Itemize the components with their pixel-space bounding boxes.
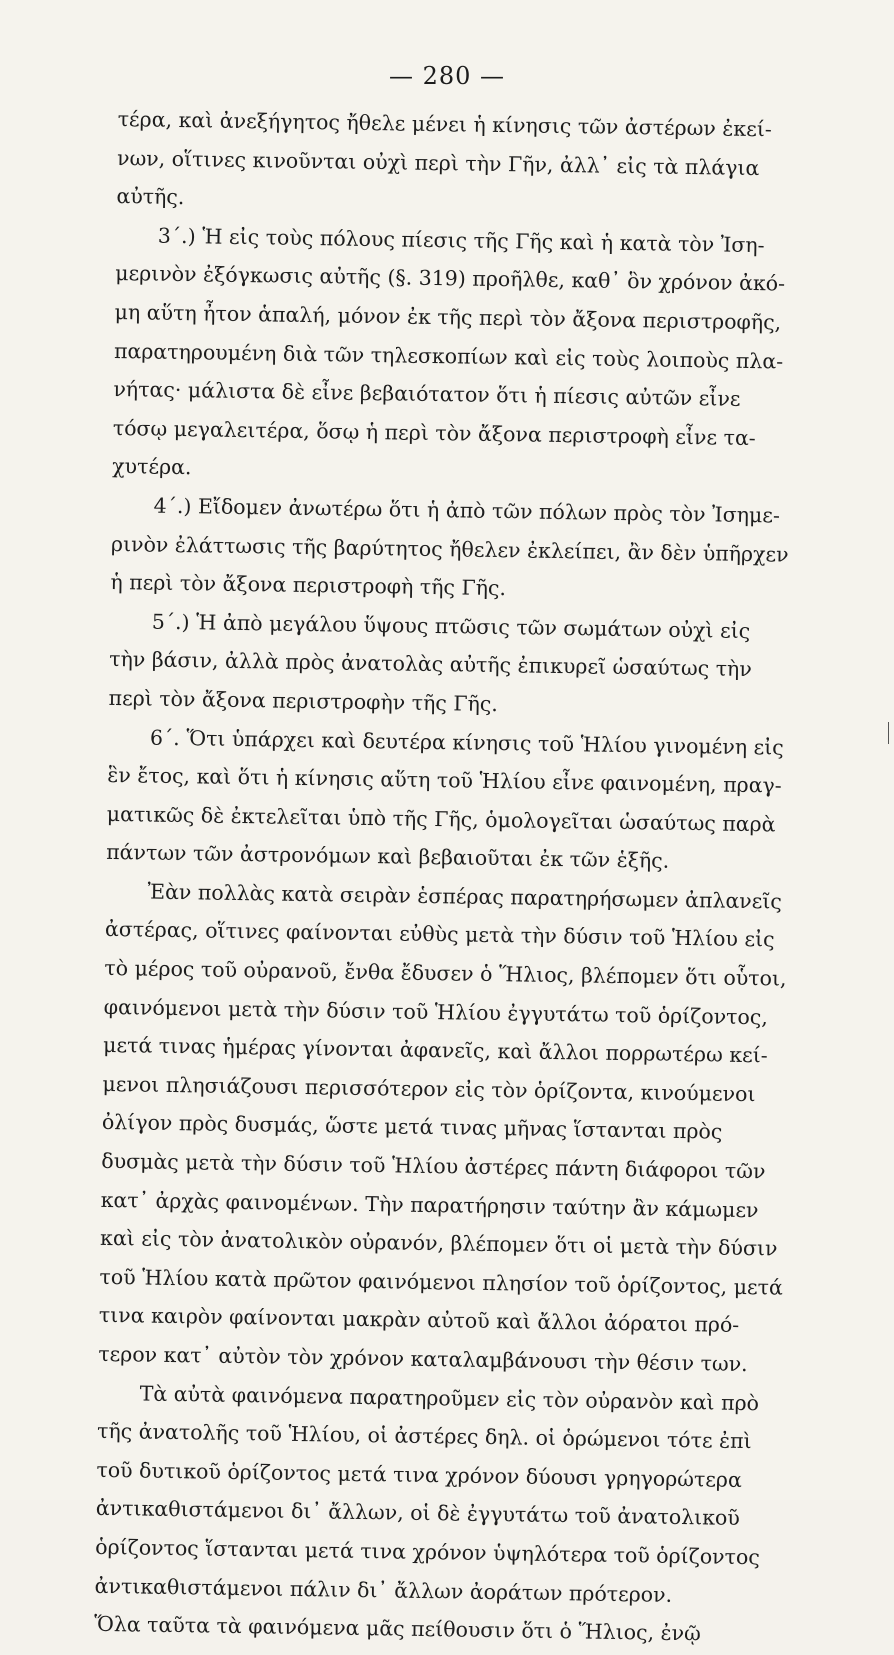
text-line: τὸ μέρος τοῦ οὐρανοῦ, ἔνθα ἔδυσεν ὁ Ἥλιος, βλέπομεν ὅτι οὗτοι, <box>104 955 787 991</box>
text-line: δυσμὰς μετὰ τὴν δύσιν τοῦ Ἡλίου ἀστέρες πάντη διάφοροι τῶν <box>101 1148 766 1184</box>
page-number: — 280 — <box>388 62 506 90</box>
text-line: Τὰ αὐτὰ φαινόμενα παρατηροῦμεν εἰς τὸν οὐρανὸν καὶ πρὸ <box>139 1381 760 1415</box>
text-line: τόσῳ μεγαλειτέρα, ὅσῳ ἡ περὶ τὸν ἄξονα περιστροφὴ εἶνε τα- <box>112 415 756 450</box>
text-line: Ἐὰν πολλὰς κατὰ σειρὰν ἑσπέρας παρατηρήσωμεν ἀπλανεῖς <box>147 879 783 914</box>
text-line: μη αὕτη ἦτον ἁπαλή, μόνον ἐκ τῆς περὶ τὸν ἄξονα περιστροφῆς, <box>114 299 782 335</box>
text-line: τινα καιρὸν φαίνονται μακρὰν αὐτοῦ καὶ ἄλλοι ἀόρατοι πρό- <box>98 1303 740 1338</box>
text-line: 5΄.) Ἡ ἀπὸ μεγάλου ὕψους πτῶσις τῶν σωμάτων οὐχὶ εἰς <box>151 609 751 643</box>
text-line: τερον κατ᾽ αὐτὸν τὸν χρόνον καταλαμβάνουσι τὴν θέσιν των. <box>98 1341 748 1377</box>
text-line: 6΄. Ὅτι ὑπάρχει καὶ δευτέρα κίνησις τοῦ Ἡλίου γινομένη εἰς <box>149 725 784 760</box>
text-line: ἀντικαθιστάμενοι πάλιν δι᾽ ἄλλων ἀοράτων πρότερον. <box>94 1573 673 1607</box>
text-line: παρατηρουμένη διὰ τῶν τηλεσκοπίων καὶ εἰς τοὺς λοιποὺς πλα- <box>113 338 784 374</box>
text-line: τὴν βάσιν, ἀλλὰ πρὸς ἀνατολὰς αὐτῆς ἐπικυρεῖ ὡσαύτως τὴν <box>109 647 752 682</box>
text-line: τῆς ἀνατολῆς τοῦ Ἡλίου, οἱ ἀστέρες δηλ. οἱ ὁρώμενοι τότε ἐπὶ <box>96 1419 752 1454</box>
margin-mark <box>888 722 889 744</box>
text-line: ἀστέρας, οἵτινες φαίνονται εὐθὺς μετὰ τὴν δύσιν τοῦ Ἡλίου εἰς <box>104 917 775 952</box>
text-line: περὶ τὸν ἄξονα περιστροφὴν τῆς Γῆς. <box>108 685 499 716</box>
text-line: 4΄.) Εἴδομεν ἀνωτέρω ὅτι ἡ ἀπὸ τῶν πόλων πρὸς τὸν Ἰσημε- <box>153 493 781 528</box>
text-line: 3΄.) Ἡ εἰς τοὺς πόλους πίεσις τῆς Γῆς καὶ ἡ κατὰ τὸν Ἰση- <box>157 223 765 257</box>
text-line: καὶ εἰς τὸν ἀνατολικὸν οὐρανόν, βλέπομεν ὅτι οἱ μετὰ τὴν δύσιν <box>99 1226 778 1261</box>
text-line: πάντων τῶν ἀστρονόμων καὶ βεβαιοῦται ἐκ τῶν ἑξῆς. <box>105 840 670 874</box>
text-line: τέρα, καὶ ἀνεξήγητος ἤθελε μένει ἡ κίνησις τῶν ἀστέρων ἐκεί- <box>117 106 772 142</box>
text-line: χυτέρα. <box>112 454 192 480</box>
text-line: τοῦ δυτικοῦ ὁρίζοντος μετά τινα χρόνον δύουσι γρηγορώτερα <box>96 1457 743 1492</box>
text-line: κατ᾽ ἀρχὰς φαινομένων. Τὴν παρατήρησιν ταύτην ἂν κάμωμεν <box>100 1187 759 1222</box>
text-line: ἡ περὶ τὸν ἄξονα περιστροφὴ τῆς Γῆς. <box>110 570 507 601</box>
text-line: μετά τινας ἡμέρας γίνονται ἀφανεῖς, καὶ ἄλλοι πορρωτέρω κεί- <box>102 1033 768 1068</box>
text-line: μενοι πλησιάζουσι περισσότερον εἰς τὸν ὁρίζοντα, κινούμενοι <box>102 1071 756 1106</box>
text-line: ρινὸν ἐλάττωσις τῆς βαρύτητος ἤθελεν ἐκλείπει, ἂν δὲν ὑπῆρχεν <box>110 531 789 567</box>
text-line: ὀλίγον πρὸς δυσμάς, ὥστε μετά τινας μῆνας ἵστανται πρὸς <box>101 1110 723 1145</box>
text-line: Ὅλα ταῦτα τὰ φαινόμενα μᾶς πείθουσιν ὅτι ὁ Ἥλιος, ἐνῷ <box>93 1611 702 1646</box>
text-line: ὁρίζοντος ἵστανται μετά τινα χρόνον ὑψηλότερα τοῦ ὁρίζοντος <box>95 1534 760 1570</box>
text-line: ματικῶς δὲ ἐκτελεῖται ὑπὸ τῆς Γῆς, ὁμολογεῖται ὡσαύτως παρὰ <box>106 801 776 837</box>
body-text <box>94 100 838 1655</box>
text-line: αὐτῆς. <box>116 184 185 210</box>
text-line: τοῦ Ἡλίου κατὰ πρῶτον φαινόμενοι πλησίον τοῦ ὁρίζοντος, μετά <box>99 1264 784 1300</box>
text-line: ἀντικαθιστάμενοι δι᾽ ἄλλων, οἱ δὲ ἐγγυτάτω τοῦ ἀνατολικοῦ <box>95 1496 741 1531</box>
text-line: ἓν ἔτος, καὶ ὅτι ἡ κίνησις αὕτη τοῦ Ἡλίου εἶνε φαινομένη, πραγ- <box>107 763 782 798</box>
text-line: νήτας· μάλιστα δὲ εἶνε βεβαιότατον ὅτι ἡ πίεσις αὐτῶν εἶνε <box>113 377 741 411</box>
text-line: νων, οἵτινες κινοῦνται οὐχὶ περὶ τὴν Γῆν, ἀλλ᾽ εἰς τὰ πλάγια <box>116 145 760 180</box>
text-line: μερινὸν ἐξόγκωσις αὐτῆς (§. 319) προῆλθε, καθ᾽ ὃν χρόνον ἀκό- <box>115 261 786 296</box>
text-line: φαινόμενοι μετὰ τὴν δύσιν τοῦ Ἡλίου ἐγγυτάτω τοῦ ὁρίζοντος, <box>103 994 769 1029</box>
